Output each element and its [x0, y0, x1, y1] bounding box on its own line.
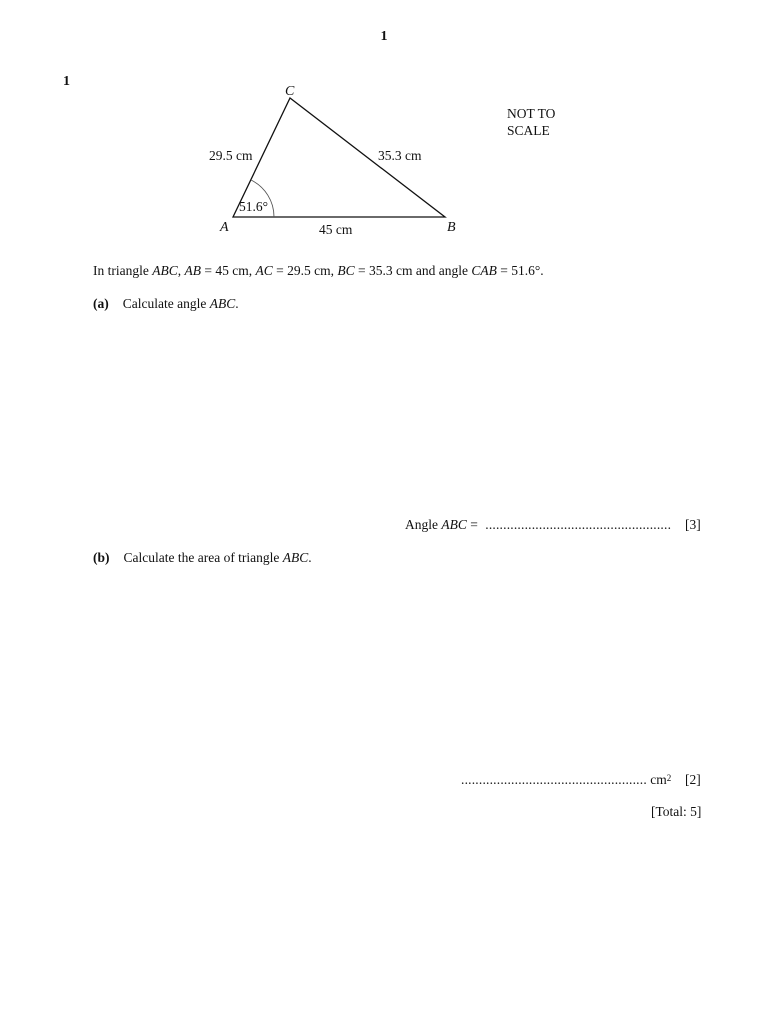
part-b-answer-dots[interactable]: ....................................................	[461, 772, 647, 787]
vertex-label-b: B	[447, 220, 456, 235]
part-a-answer-italic: ABC	[441, 517, 467, 532]
part-a-label: (a)	[93, 296, 109, 311]
side-label-bc: 35.3 cm	[378, 148, 422, 163]
part-a-marks: [3]	[685, 517, 701, 532]
part-b-text-end: .	[308, 550, 312, 565]
part-b-label: (b)	[93, 550, 110, 565]
part-a-text-italic: ABC	[209, 296, 236, 311]
stem-text-6: = 51.6°.	[496, 263, 544, 278]
part-a-answer-dots[interactable]: ....................................................	[485, 517, 672, 532]
stem-text-3: = 45 cm,	[200, 263, 256, 278]
part-a-answer-prefix: Angle	[405, 517, 442, 532]
part-a-answer-eq: =	[466, 517, 482, 532]
stem-angle-cab: CAB	[471, 263, 497, 278]
triangle-diagram	[0, 0, 768, 260]
part-a-answer-line[interactable]	[405, 517, 671, 533]
part-b-marks: [2]	[685, 772, 701, 787]
angle-label-cab: 51.6°	[239, 199, 269, 214]
stem-side-ac: AC	[255, 263, 273, 278]
part-b-answer-unit: cm	[650, 772, 667, 787]
stem-side-ab: AB	[184, 263, 201, 278]
part-a	[93, 296, 239, 312]
side-label-ac: 29.5 cm	[209, 148, 253, 163]
question-stem	[93, 263, 544, 279]
vertex-label-c: C	[285, 84, 295, 99]
part-a-text: Calculate angle	[122, 296, 210, 311]
stem-text-5: = 35.3 cm and angle	[354, 263, 472, 278]
part-b-text: Calculate the area of triangle	[123, 550, 283, 565]
stem-text-1: In triangle	[93, 263, 153, 278]
part-b-text-italic: ABC	[282, 550, 309, 565]
page-number: 1	[380, 29, 388, 44]
total-marks: [Total: 5]	[651, 804, 702, 819]
part-b-answer-line[interactable]	[461, 772, 671, 788]
question-number: 1	[63, 74, 70, 89]
part-b-answer-unit-sup: 2	[666, 773, 672, 783]
not-to-scale-line1: NOT TO	[507, 106, 556, 121]
part-a-text-end: .	[235, 296, 239, 311]
stem-side-bc: BC	[337, 263, 355, 278]
vertex-label-a: A	[220, 220, 229, 235]
not-to-scale-line2: SCALE	[507, 123, 550, 138]
part-b	[93, 550, 312, 566]
stem-triangle-name: ABC	[152, 263, 178, 278]
side-label-ab: 45 cm	[319, 222, 353, 237]
stem-text-2: ,	[177, 263, 185, 278]
stem-text-4: = 29.5 cm,	[272, 263, 338, 278]
